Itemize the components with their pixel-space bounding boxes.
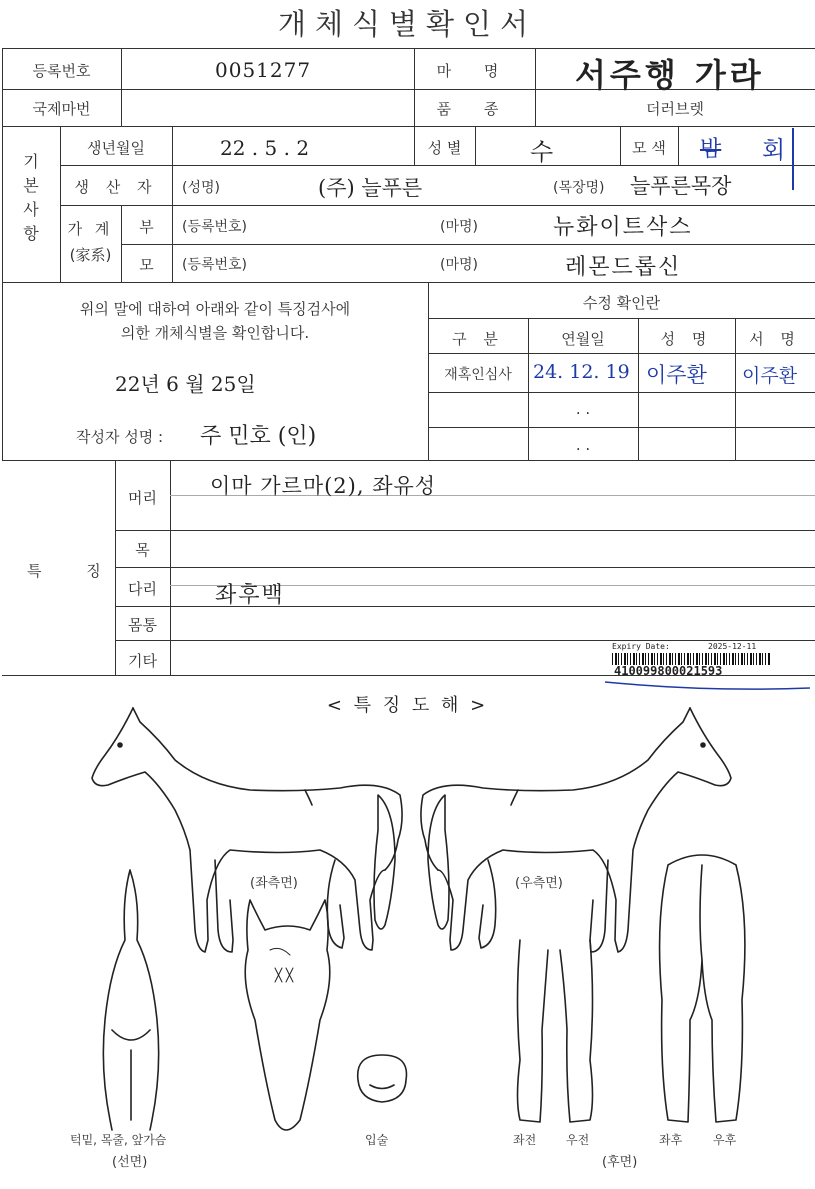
features-section-label: 특 징 <box>27 562 121 580</box>
revision-col-sign: 서 명 <box>749 330 801 348</box>
basic-section-label: 기본사항 <box>23 152 39 243</box>
revision-row1-date: 24. 12. 19 <box>533 361 630 383</box>
header-bottom-border <box>2 126 815 127</box>
rear-sub-caption: (후면) <box>602 1155 638 1170</box>
basic-bottom-border <box>2 282 815 283</box>
confirm-statement-2: 의한 개체식별을 확인합니다. <box>120 324 310 342</box>
confirm-date: 22년 6 월 25일 <box>115 372 256 396</box>
dam-label: 모 <box>139 256 154 274</box>
head-value: 이마 가르마(2), 좌유성 <box>210 474 437 498</box>
front-caption: 턱밑, 목줄, 앞가슴 <box>70 1133 167 1147</box>
sex-label: 성 별 <box>427 139 462 157</box>
dam-name-tag: (마명) <box>440 257 478 273</box>
muzzle-caption: 입술 <box>365 1133 389 1147</box>
body-label: 몸통 <box>128 616 157 634</box>
basic-row-line-1 <box>60 165 815 166</box>
producer-farm-value: 늘푸른목장 <box>630 174 732 198</box>
basic-divider-e <box>475 126 476 165</box>
diagram-title: < 특 징 도 해 > <box>326 695 489 716</box>
revision-row3-date: . . <box>575 436 591 454</box>
neck-label: 목 <box>135 541 150 559</box>
head-label: 머리 <box>128 489 157 507</box>
other-label: 기타 <box>128 652 157 670</box>
confirm-bottom-border <box>2 460 815 461</box>
horse-muzzle <box>358 1055 407 1102</box>
left-side-caption: (좌측면) <box>250 876 298 891</box>
expiry-label: Expiry Date: <box>612 642 670 651</box>
features-line-2 <box>115 567 815 568</box>
horse-diagram <box>0 700 815 1189</box>
color-label: 모 색 <box>632 139 666 157</box>
horse-front-legs <box>518 940 593 1122</box>
producer-farm-tag: (목장명) <box>553 180 605 196</box>
horse-name-label: 마 명 <box>436 62 513 80</box>
hind-right-caption: 우후 <box>713 1133 737 1147</box>
front-left-caption: 좌전 <box>513 1133 537 1147</box>
breed-label: 품 종 <box>436 100 513 118</box>
revision-col-date: 연월일 <box>561 330 605 348</box>
sire-name-tag: (마명) <box>440 219 478 235</box>
sire-reg-tag: (등록번호) <box>182 219 248 235</box>
color-old-value: 밤 <box>700 137 722 162</box>
confirm-statement-1: 위의 말에 대하여 아래와 같이 특징검사에 <box>79 300 351 318</box>
front-right-caption: 우전 <box>566 1133 590 1147</box>
leg-label: 다리 <box>128 580 157 598</box>
revision-line-4 <box>428 427 815 428</box>
horse-rear-view <box>660 855 745 1122</box>
revision-col-name: 성 명 <box>660 330 713 348</box>
dam-name: 레몬드롭신 <box>565 255 682 280</box>
dam-reg-tag: (등록번호) <box>182 257 248 273</box>
right-side-caption: (우측면) <box>515 876 563 891</box>
signer-label: 작성자 성명 : <box>76 428 164 446</box>
sire-label: 부 <box>139 218 154 236</box>
basic-row-line-2 <box>60 205 815 206</box>
basic-divider-c <box>172 126 173 282</box>
reg-no-value: 0051277 <box>215 58 312 82</box>
producer-label: 생 산 자 <box>74 178 158 196</box>
color-correction-mark <box>792 128 794 190</box>
horse-head-front <box>245 900 330 1130</box>
birth-label: 생년월일 <box>87 139 145 157</box>
revision-title: 수정 확인란 <box>582 294 661 312</box>
birth-value: 22 . 5 . 2 <box>220 136 310 160</box>
hind-left-caption: 좌후 <box>659 1133 683 1147</box>
color-new-value: 회 <box>762 136 786 164</box>
horse-name-value: 서주행 가라 <box>575 56 765 94</box>
sex-value: 수 <box>530 138 554 166</box>
producer-name-tag: (성명) <box>182 180 220 196</box>
producer-name-value: (주) 늘푸른 <box>318 176 423 200</box>
revision-row1-name: 이주환 <box>646 363 707 387</box>
header-top-border <box>2 48 815 49</box>
expiry-value: 2025-12-11 <box>708 642 757 651</box>
signer-value: 주 민호 (인) <box>200 424 317 449</box>
horse-right-side <box>421 708 731 952</box>
document-title: 개체식별확인서 <box>277 7 538 41</box>
barcode-number: 410099800021593 <box>614 664 723 678</box>
basic-row-line-3 <box>121 244 815 245</box>
basic-divider-g <box>678 126 679 165</box>
reg-no-label: 등록번호 <box>32 62 91 80</box>
revision-row1-sign: 이주환 <box>742 365 798 387</box>
revision-row2-date: . . <box>575 400 591 418</box>
pedigree-label: 가 계 <box>67 220 114 238</box>
revision-col-category: 구 분 <box>452 330 504 348</box>
sire-name: 뉴화이트삭스 <box>553 215 693 240</box>
pedigree-hanja: (家系) <box>69 246 112 264</box>
breed-value: 더러브렛 <box>646 100 704 118</box>
revision-line-3 <box>428 392 815 393</box>
revision-line-2 <box>428 353 815 354</box>
front-sub-caption: (선면) <box>112 1155 148 1170</box>
horse-front-neck-view <box>103 870 158 1130</box>
header-divider-1 <box>121 48 122 126</box>
revision-line-1 <box>428 318 815 319</box>
leg-value: 좌후백 <box>215 583 285 608</box>
revision-row1-category: 재혹인심사 <box>444 367 512 383</box>
features-line-1 <box>115 530 815 531</box>
intl-name-label: 국제마번 <box>32 100 91 118</box>
